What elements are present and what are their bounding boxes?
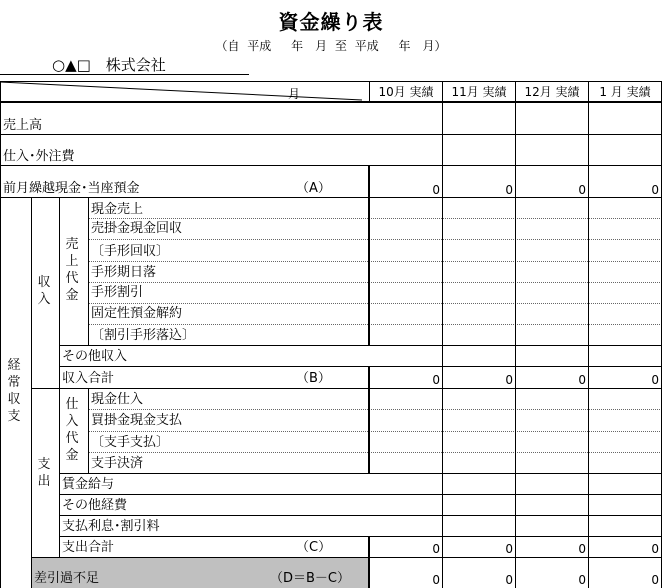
col-group3-income-border: [88, 197, 89, 345]
col-data-start-income: [368, 197, 370, 345]
balance-value-1: 0: [651, 573, 659, 587]
col-left-border: [0, 81, 1, 588]
group-keijou-label: 経常収支: [7, 358, 21, 424]
row-wages-label: 賃金給与: [62, 477, 115, 492]
header-col-11: 11月 実績: [451, 85, 507, 99]
income-item-bill-collection: 〔手形回収〕: [91, 244, 170, 259]
sep-income-group: [59, 345, 662, 346]
sep-income-5: [88, 303, 662, 304]
row-interest-label: 支払利息･割引料: [62, 519, 160, 534]
line-purchases-bottom: [0, 165, 662, 166]
line-sales-bottom: [0, 134, 662, 135]
row-income-total-label: 収入合計: [62, 371, 115, 386]
sep-expense-total: [31, 557, 662, 558]
sep-other-expenses: [59, 515, 662, 516]
group-purchase-payment-label: 仕入代金: [65, 397, 79, 463]
purchase-item-payable-payment: 買掛金現金支払: [91, 413, 183, 428]
line-carryover-bottom: [0, 197, 662, 198]
row-balance-label: 差引過不足: [34, 571, 100, 586]
row-expense-total-label: 支出合計: [62, 540, 115, 555]
carryover-value-1: 0: [651, 183, 659, 197]
col-12-right: [588, 81, 589, 588]
group-expense-label: 支出: [37, 457, 51, 489]
carryover-value-12: 0: [578, 183, 586, 197]
purchase-item-bill-settlement: 支手決済: [91, 456, 144, 471]
sep-wages: [59, 494, 662, 495]
sep-income-6: [88, 324, 662, 325]
sep-purchase-group: [59, 473, 662, 474]
sep-purchase-3: [88, 452, 662, 453]
income-total-value-12: 0: [578, 373, 586, 387]
income-item-receivable-collection: 売掛金現金回収: [91, 221, 183, 236]
income-item-fixed-deposit: 固定性預金解約: [91, 306, 183, 321]
row-other-expenses-label: その他経費: [62, 498, 128, 513]
header-col-10: 10月 実績: [378, 85, 434, 99]
header-bottom-line: [0, 101, 662, 103]
balance-value-11: 0: [505, 573, 513, 587]
sep-income-3: [88, 261, 662, 262]
company-underline: [0, 74, 249, 75]
row-purchases-label: 仕入･外注費: [3, 149, 75, 164]
page-title: 資金繰り表: [278, 10, 384, 34]
income-total-value-1: 0: [651, 373, 659, 387]
balance-value-12: 0: [578, 573, 586, 587]
sep-income-2: [88, 239, 662, 240]
row-carryover-code: （A）: [296, 181, 331, 196]
purchase-item-cash-purchase: 現金仕入: [91, 392, 144, 407]
carryover-value-10: 0: [432, 183, 440, 197]
col-11-right: [515, 81, 516, 588]
col-group2-expense-border: [59, 388, 60, 557]
sep-interest: [59, 536, 662, 537]
income-item-bill-discount: 手形割引: [91, 285, 144, 300]
header-col-12: 12月 実績: [524, 85, 580, 99]
sep-income-1: [88, 218, 662, 219]
expense-total-value-11: 0: [505, 542, 513, 556]
header-month-label: 月: [287, 87, 300, 101]
col-group1-border: [31, 197, 32, 588]
row-sales-label: 売上高: [3, 118, 43, 133]
col-10-right: [442, 81, 443, 588]
income-total-value-11: 0: [505, 373, 513, 387]
row-carryover-label: 前月繰越現金･当座預金: [3, 181, 140, 196]
group-sales-proceeds-label: 売上代金: [65, 237, 79, 303]
expense-total-value-12: 0: [578, 542, 586, 556]
header-col-1: 1 月 実績: [599, 85, 651, 99]
col-data-start-purchase: [368, 388, 370, 473]
sep-purchase-1: [88, 409, 662, 410]
period-label: （自 平成 年 月 至 平成 年 月）: [215, 39, 447, 53]
company-name: ○▲□ 株式会社: [52, 56, 166, 74]
carryover-value-11: 0: [505, 183, 513, 197]
expense-total-value-1: 0: [651, 542, 659, 556]
row-other-income-label: その他収入: [62, 349, 128, 364]
balance-value-10: 0: [432, 573, 440, 587]
sep-other-income: [59, 366, 662, 367]
purchase-item-bill-payment: 〔支手支払〕: [91, 435, 170, 450]
header-diagonal: [0, 81, 362, 101]
income-item-bill-maturity: 手形期日落: [91, 265, 157, 280]
row-income-total-code: （B）: [296, 371, 331, 386]
income-item-cash-sales: 現金売上: [91, 202, 144, 217]
sep-purchase-2: [88, 431, 662, 432]
sep-income-4: [88, 282, 662, 283]
row-expense-total-code: （C）: [296, 540, 332, 555]
sep-income-total: [31, 388, 662, 389]
income-item-discounted-bill: 〔割引手形落込〕: [91, 328, 196, 343]
row-balance-code: （D＝B－C）: [270, 571, 351, 586]
col-group2-income-border: [59, 197, 60, 388]
col-group3-expense-border: [88, 388, 89, 473]
expense-total-value-10: 0: [432, 542, 440, 556]
group-income-label: 収入: [37, 275, 51, 307]
income-total-value-10: 0: [432, 373, 440, 387]
